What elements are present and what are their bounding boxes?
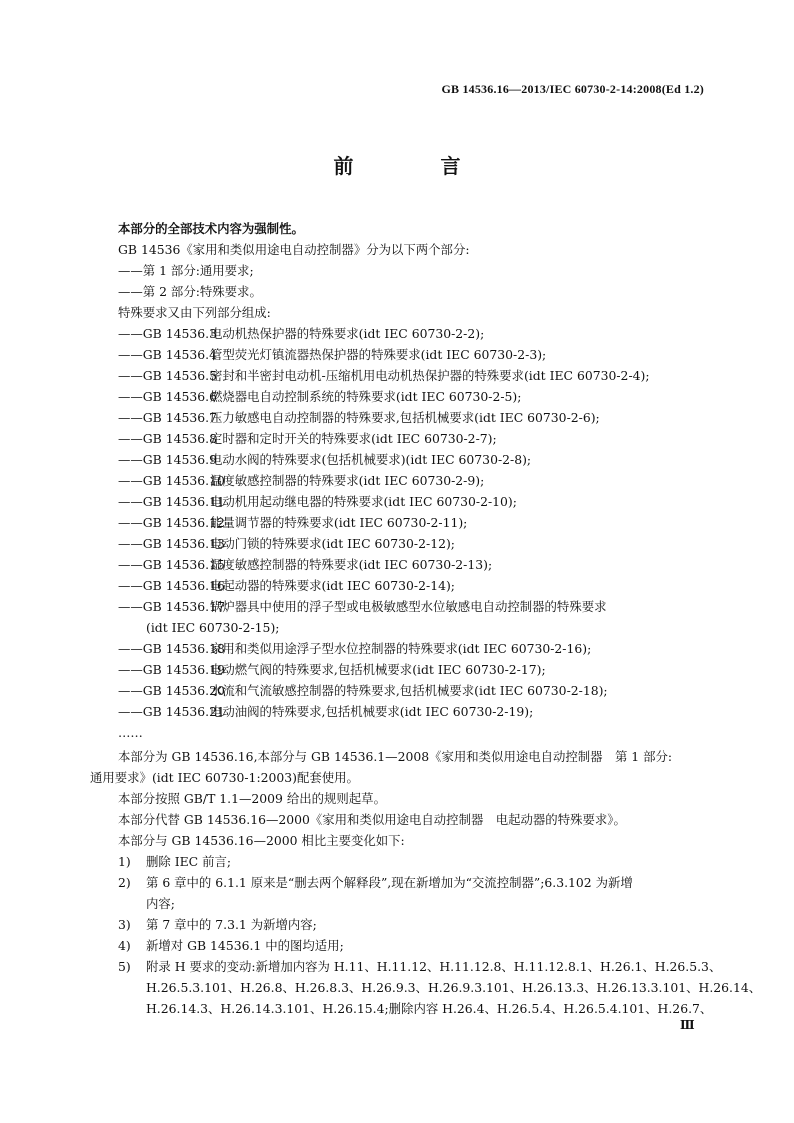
part-code: ——GB 14536.17 [118,599,225,614]
part-code: ——GB 14536.5 [118,368,217,383]
part-item [118,659,708,680]
part-text: 压力敏感电自动控制器的特殊要求,包括机械要求(idt IEC 60730-2-6); [210,410,600,425]
intro-line: 特殊要求又由下列部分组成: [118,305,271,320]
part-text: 电起动器的特殊要求(idt IEC 60730-2-14); [210,578,455,593]
part-text: 管型荧光灯镇流器热保护器的特殊要求(idt IEC 60730-2-3); [210,347,547,362]
part-code: ——GB 14536.10 [118,473,225,488]
part-code: ——GB 14536.16 [118,578,225,593]
part-item [118,428,708,449]
part-code: ——GB 14536.13 [118,536,225,551]
part-code: ——GB 14536.6 [118,389,217,404]
part-text: 能量调节器的特殊要求(idt IEC 60730-2-11); [210,515,468,530]
change-item [118,872,708,914]
ellipsis: …… [118,725,143,740]
part-item [118,344,708,365]
intro-line: GB 14536《家用和类似用途电自动控制器》分为以下两个部分: [118,242,470,257]
part-code: ——GB 14536.12 [118,515,225,530]
part-text: 密封和半密封电动机-压缩机用电动机热保护器的特殊要求(idt IEC 60730-2-4); [210,368,650,383]
part-item [118,533,708,554]
part-text: 锅炉器具中使用的浮子型或电极敏感型水位敏感电自动控制器的特殊要求 [210,599,607,614]
part-text: 水流和气流敏感控制器的特殊要求,包括机械要求(idt IEC 60730-2-18); [210,683,608,698]
change-text-line: H.26.5.3.101、H.26.8、H.26.8.3、H.26.9.3、H.26.9.3.101、H.26.13.3、H.26.13.3.101、H.26.14、 [146,980,762,995]
part-code: ——GB 14536.19 [118,662,225,677]
part-item [118,491,708,512]
part-text: 燃烧器电自动控制系统的特殊要求(idt IEC 60730-2-5); [210,389,522,404]
part-text: 电动机用起动继电器的特殊要求(idt IEC 60730-2-10); [210,494,517,509]
paragraph: 本部分代替 GB 14536.16—2000《家用和类似用途电自动控制器 电起动器的特殊要求》。 [118,812,626,827]
part-code: ——GB 14536.3 [118,326,217,341]
change-text-line: 第 6 章中的 6.1.1 原来是“删去两个解释段”,现在新增加为“交流控制器”;6.3.102 为新增 [146,875,633,890]
paragraph: 本部分与 GB 14536.16—2000 相比主要变化如下: [118,833,405,848]
part-text: 电动燃气阀的特殊要求,包括机械要求(idt IEC 60730-2-17); [210,662,546,677]
part-item [118,596,708,617]
change-text [146,872,633,914]
part-code: ——GB 14536.15 [118,557,225,572]
part-item [118,470,708,491]
part-code: ——GB 14536.21 [118,704,225,719]
change-item [118,851,708,872]
change-number: 3) [118,917,131,932]
part-code: ——GB 14536.20 [118,683,225,698]
intro-line: ——第 1 部分:通用要求; [118,263,254,278]
part-item [118,554,708,575]
standard-header: GB 14536.16—2013/IEC 60730-2-14:2008(Ed 1.2) [441,82,704,96]
part-item [118,323,708,344]
page-title: 前 言 [333,154,501,178]
part-item [118,575,708,596]
part-text: 定时器和定时开关的特殊要求(idt IEC 60730-2-7); [210,431,497,446]
part-item [118,512,708,533]
part-code: ——GB 14536.7 [118,410,217,425]
change-text-line: H.26.14.3、H.26.14.3.101、H.26.15.4;删除内容 H.26.4、H.26.5.4、H.26.5.4.101、H.26.7、 [146,1001,713,1016]
part-item [118,407,708,428]
part-item [118,386,708,407]
part-text: 湿度敏感控制器的特殊要求(idt IEC 60730-2-13); [210,557,493,572]
part-item [118,680,708,701]
part-text: 电动门锁的特殊要求(idt IEC 60730-2-12); [210,536,455,551]
intro-line: ——第 2 部分:特殊要求。 [118,284,262,299]
part-code: ——GB 14536.8 [118,431,217,446]
change-number: 2) [118,875,131,890]
changes-list [118,851,762,1019]
paragraph: 本部分为 GB 14536.16,本部分与 GB 14536.1—2008《家用和类似用途电自动控制器 第 1 部分: [118,749,673,764]
change-number: 4) [118,938,131,953]
change-text-line: 第 7 章中的 7.3.1 为新增内容; [146,917,317,932]
part-item [118,365,708,386]
part-text: 家用和类似用途浮子型水位控制器的特殊要求(idt IEC 60730-2-16); [210,641,592,656]
change-number: 5) [118,959,131,974]
part-item [118,449,708,470]
paragraph: 本部分按照 GB/T 1.1—2009 给出的规则起草。 [118,791,386,806]
change-text-line: 新增对 GB 14536.1 中的图均适用; [146,938,344,953]
part-text-continuation: (idt IEC 60730-2-15); [146,620,280,635]
change-text-line: 附录 H 要求的变动:新增加内容为 H.11、H.11.12、H.11.12.8、H.11.12.8.1、H.26.1、H.26.5.3、 [146,959,722,974]
parts-list [118,323,708,722]
change-item [118,935,708,956]
part-text: 电动油阀的特殊要求,包括机械要求(idt IEC 60730-2-19); [210,704,534,719]
change-text-line: 内容; [146,896,175,911]
part-text: 电动水阀的特殊要求(包括机械要求)(idt IEC 60730-2-8); [210,452,532,467]
part-code: ——GB 14536.18 [118,641,225,656]
page-number: Ⅲ [680,1018,695,1032]
part-text: 电动机热保护器的特殊要求(idt IEC 60730-2-2); [210,326,485,341]
change-text [146,914,317,935]
change-item [118,956,762,1019]
change-text-line: 删除 IEC 前言; [146,854,232,869]
part-code: ——GB 14536.4 [118,347,217,362]
part-item [118,638,708,659]
change-text [146,935,344,956]
change-text [146,851,231,872]
part-text: 温度敏感控制器的特殊要求(idt IEC 60730-2-9); [210,473,485,488]
change-item [118,914,708,935]
document-body [90,218,762,1019]
part-code: ——GB 14536.11 [118,494,225,509]
change-number: 1) [118,854,131,869]
part-code: ——GB 14536.9 [118,452,217,467]
paragraph-continuation: 通用要求》(idt IEC 60730-1:2003)配套使用。 [90,770,359,785]
intro-line: 本部分的全部技术内容为强制性。 [118,221,304,236]
change-text [146,956,761,1019]
part-item [118,701,708,722]
